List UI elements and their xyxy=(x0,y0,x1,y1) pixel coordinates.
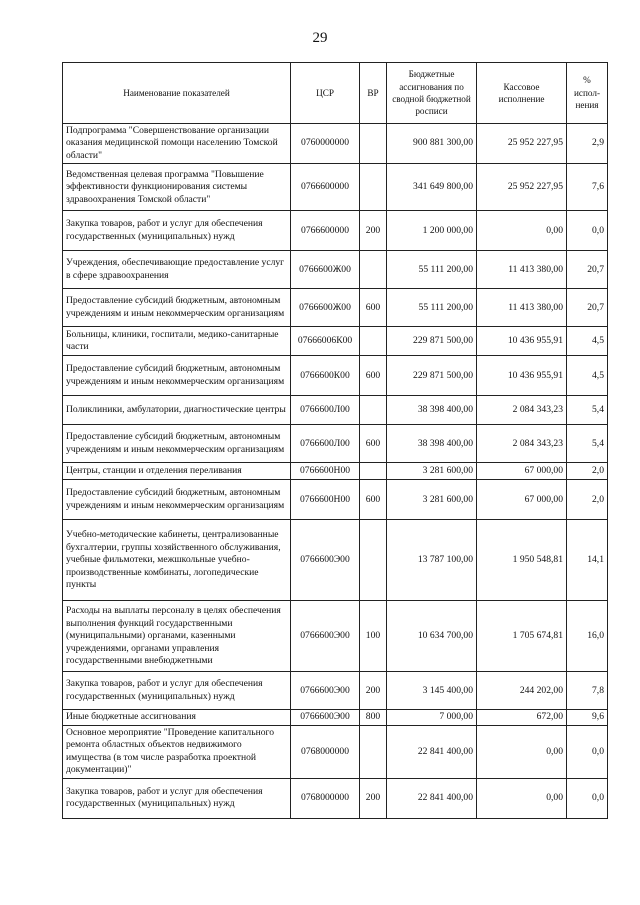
row-pct: 0,0 xyxy=(567,778,608,818)
table-row xyxy=(63,124,608,164)
row-pct: 2,0 xyxy=(567,463,608,480)
row-budget: 22 841 400,00 xyxy=(387,725,477,778)
row-cash: 1 950 548,81 xyxy=(477,520,567,601)
table-row xyxy=(63,672,608,710)
row-vr: 800 xyxy=(360,710,387,725)
row-csr: 0766600Э00 xyxy=(291,520,360,601)
row-budget: 38 398 400,00 xyxy=(387,396,477,425)
row-csr: 0766600Н00 xyxy=(291,480,360,520)
row-csr: 0766600Л00 xyxy=(291,396,360,425)
row-vr: 100 xyxy=(360,601,387,672)
row-name: Предоставление субсидий бюджетным, автономным учреждениям и иным некоммерческим организациям xyxy=(63,480,291,520)
row-vr xyxy=(360,164,387,211)
row-cash: 2 084 343,23 xyxy=(477,396,567,425)
table-row xyxy=(63,601,608,672)
row-cash: 0,00 xyxy=(477,778,567,818)
row-cash: 672,00 xyxy=(477,710,567,725)
header-csr: ЦСР xyxy=(291,63,360,124)
row-pct: 7,8 xyxy=(567,672,608,710)
table-row xyxy=(63,164,608,211)
row-budget: 3 145 400,00 xyxy=(387,672,477,710)
table-row xyxy=(63,480,608,520)
row-name: Расходы на выплаты персоналу в целях обеспечения выполнения функций государственными (муниципальными) органами, казенными учреждениями, органами управления государственными внебюджетными xyxy=(63,601,291,672)
row-name: Больницы, клиники, госпитали, медико-санитарные части xyxy=(63,327,291,356)
row-csr: 0766600Ж00 xyxy=(291,251,360,289)
row-vr xyxy=(360,251,387,289)
table-row xyxy=(63,425,608,463)
row-name: Предоставление субсидий бюджетным, автономным учреждениям и иным некоммерческим организациям xyxy=(63,425,291,463)
row-name: Основное мероприятие "Проведение капитального ремонта областных объектов недвижимого имущества (в том числе разработка проектной документации)" xyxy=(63,725,291,778)
table-row xyxy=(63,396,608,425)
row-budget: 3 281 600,00 xyxy=(387,463,477,480)
row-csr: 0768000000 xyxy=(291,725,360,778)
table-row xyxy=(63,356,608,396)
row-budget: 55 111 200,00 xyxy=(387,251,477,289)
header-budget: Бюджетные ассигнования по сводной бюджетной росписи xyxy=(387,63,477,124)
row-csr: 0766600К00 xyxy=(291,356,360,396)
row-budget: 3 281 600,00 xyxy=(387,480,477,520)
row-name: Ведомственная целевая программа "Повышение эффективности функционирования системы здравоохранения Томской области" xyxy=(63,164,291,211)
row-pct: 5,4 xyxy=(567,425,608,463)
row-pct: 20,7 xyxy=(567,289,608,327)
budget-table xyxy=(62,62,608,819)
row-vr xyxy=(360,124,387,164)
row-cash: 67 000,00 xyxy=(477,463,567,480)
row-vr xyxy=(360,327,387,356)
row-name: Предоставление субсидий бюджетным, автономным учреждениям и иным некоммерческим организациям xyxy=(63,356,291,396)
table-row xyxy=(63,289,608,327)
row-cash: 2 084 343,23 xyxy=(477,425,567,463)
row-csr: 07666006К00 xyxy=(291,327,360,356)
row-pct: 0,0 xyxy=(567,211,608,251)
row-pct: 16,0 xyxy=(567,601,608,672)
row-cash: 11 413 380,00 xyxy=(477,289,567,327)
row-csr: 0768000000 xyxy=(291,778,360,818)
row-vr: 600 xyxy=(360,289,387,327)
header-vr: ВР xyxy=(360,63,387,124)
row-name: Иные бюджетные ассигнования xyxy=(63,710,291,725)
row-csr: 0766600Э00 xyxy=(291,601,360,672)
row-budget: 38 398 400,00 xyxy=(387,425,477,463)
row-budget: 229 871 500,00 xyxy=(387,356,477,396)
row-pct: 4,5 xyxy=(567,327,608,356)
row-pct: 9,6 xyxy=(567,710,608,725)
row-pct: 5,4 xyxy=(567,396,608,425)
row-budget: 13 787 100,00 xyxy=(387,520,477,601)
row-budget: 1 200 000,00 xyxy=(387,211,477,251)
row-pct: 0,0 xyxy=(567,725,608,778)
row-cash: 0,00 xyxy=(477,211,567,251)
row-csr: 0766600Л00 xyxy=(291,425,360,463)
row-cash: 10 436 955,91 xyxy=(477,327,567,356)
header-name: Наименование показателей xyxy=(63,63,291,124)
page-number: 29 xyxy=(312,30,328,46)
row-budget: 229 871 500,00 xyxy=(387,327,477,356)
row-name: Закупка товаров, работ и услуг для обеспечения государственных (муниципальных) нужд xyxy=(63,778,291,818)
table-row xyxy=(63,463,608,480)
row-vr: 600 xyxy=(360,356,387,396)
row-name: Закупка товаров, работ и услуг для обеспечения государственных (муниципальных) нужд xyxy=(63,211,291,251)
row-pct: 4,5 xyxy=(567,356,608,396)
row-name: Подпрограмма "Совершенствование организации оказания медицинской помощи населению Томской области" xyxy=(63,124,291,164)
row-pct: 14,1 xyxy=(567,520,608,601)
row-cash: 1 705 674,81 xyxy=(477,601,567,672)
header-pct: % испол-нения xyxy=(567,63,608,124)
table-row xyxy=(63,211,608,251)
row-cash: 25 952 227,95 xyxy=(477,164,567,211)
row-name: Учреждения, обеспечивающие предоставление услуг в сфере здравоохранения xyxy=(63,251,291,289)
row-name: Поликлиники, амбулатории, диагностические центры xyxy=(63,396,291,425)
row-vr: 600 xyxy=(360,480,387,520)
row-budget: 341 649 800,00 xyxy=(387,164,477,211)
row-name: Центры, станции и отделения переливания xyxy=(63,463,291,480)
row-vr: 600 xyxy=(360,425,387,463)
row-cash: 244 202,00 xyxy=(477,672,567,710)
row-csr: 0766600Н00 xyxy=(291,463,360,480)
row-name: Закупка товаров, работ и услуг для обеспечения государственных (муниципальных) нужд xyxy=(63,672,291,710)
table-row xyxy=(63,710,608,725)
row-csr: 0766600Э00 xyxy=(291,710,360,725)
row-pct: 2,0 xyxy=(567,480,608,520)
row-cash: 11 413 380,00 xyxy=(477,251,567,289)
row-cash: 0,00 xyxy=(477,725,567,778)
row-pct: 20,7 xyxy=(567,251,608,289)
row-csr: 0760000000 xyxy=(291,124,360,164)
row-pct: 7,6 xyxy=(567,164,608,211)
row-csr: 0766600Ж00 xyxy=(291,289,360,327)
table-row xyxy=(63,778,608,818)
row-name: Учебно-методические кабинеты, централизованные бухгалтерии, группы хозяйственного обслуживания, учебные фильмотеки, межшкольные учебно-производственные комбинаты, логопедические пункты xyxy=(63,520,291,601)
row-budget: 7 000,00 xyxy=(387,710,477,725)
row-budget: 22 841 400,00 xyxy=(387,778,477,818)
row-budget: 900 881 300,00 xyxy=(387,124,477,164)
table-body xyxy=(63,124,608,819)
row-csr: 0766600000 xyxy=(291,164,360,211)
row-cash: 10 436 955,91 xyxy=(477,356,567,396)
table-row xyxy=(63,327,608,356)
header-cash: Кассовое исполнение xyxy=(477,63,567,124)
row-vr: 200 xyxy=(360,211,387,251)
row-vr xyxy=(360,463,387,480)
row-vr xyxy=(360,520,387,601)
row-vr xyxy=(360,725,387,778)
row-budget: 55 111 200,00 xyxy=(387,289,477,327)
row-name: Предоставление субсидий бюджетным, автономным учреждениям и иным некоммерческим организациям xyxy=(63,289,291,327)
row-budget: 10 634 700,00 xyxy=(387,601,477,672)
row-csr: 0766600Э00 xyxy=(291,672,360,710)
table-row xyxy=(63,520,608,601)
row-pct: 2,9 xyxy=(567,124,608,164)
row-cash: 67 000,00 xyxy=(477,480,567,520)
row-cash: 25 952 227,95 xyxy=(477,124,567,164)
row-vr: 200 xyxy=(360,778,387,818)
row-vr: 200 xyxy=(360,672,387,710)
table-row xyxy=(63,251,608,289)
table-header xyxy=(63,63,608,124)
table-row xyxy=(63,725,608,778)
row-csr: 0766600000 xyxy=(291,211,360,251)
row-vr xyxy=(360,396,387,425)
